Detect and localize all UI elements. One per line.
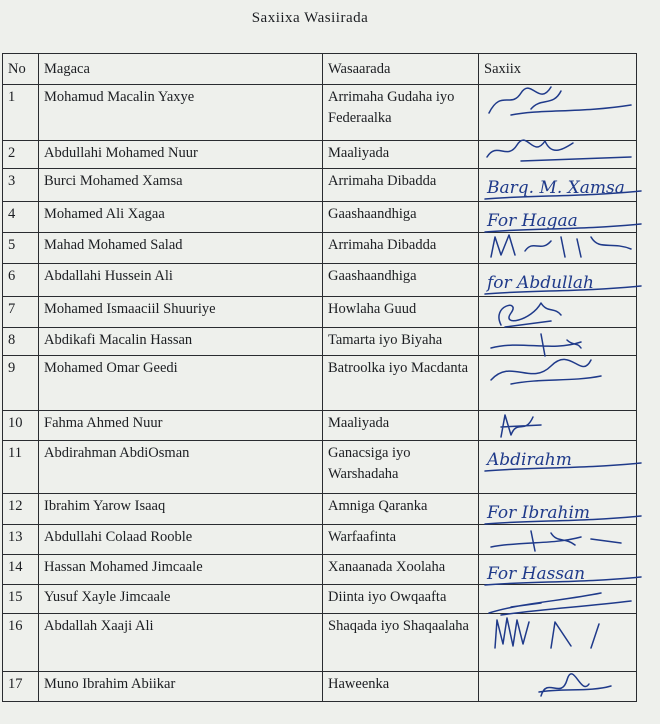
ministry-name: Maaliyada [323,411,479,441]
minister-name: Muno Ibrahim Abiikar [39,672,323,702]
table-row [3,525,637,555]
ministry-name: Warfaafinta [323,525,479,555]
header-signature: Saxiix [479,54,637,85]
row-number: 16 [3,614,39,672]
table-header-row [3,54,637,85]
row-number: 4 [3,202,39,233]
table-row [3,85,637,141]
document-title: Saxiixa Wasiirada [251,10,369,26]
table-row [3,585,637,614]
ministry-name: Arrimaha Gudaha iyo Federaalka [323,85,479,141]
ministry-name: Diinta iyo Owqaafta [323,585,479,614]
ministry-name: Haweenka [323,672,479,702]
row-number: 14 [3,555,39,585]
row-number: 17 [3,672,39,702]
signature-cell [479,85,637,141]
minister-name: Abdallah Xaaji Ali [39,614,323,672]
row-number: 15 [3,585,39,614]
signature-cell [479,356,637,411]
signature-text: Abdirahm [487,450,572,470]
ministry-name: Gaashaandhiga [323,202,479,233]
minister-name: Mohamed Omar Geedi [39,356,323,411]
row-number: 11 [3,441,39,494]
row-number: 5 [3,233,39,264]
signature-cell [479,169,637,202]
table-row [3,169,637,202]
minister-name: Mahad Mohamed Salad [39,233,323,264]
table-row [3,555,637,585]
header-ministry: Wasaarada [323,54,479,85]
signature-cell [479,233,637,264]
ministry-name: Howlaha Guud [323,297,479,328]
minister-name: Burci Mohamed Xamsa [39,169,323,202]
signature-text: For Hassan [487,564,586,584]
signature-cell [479,297,637,328]
table-row [3,141,637,169]
minister-name: Fahma Ahmed Nuur [39,411,323,441]
handwritten-signature [481,608,651,652]
signature-cell [479,411,637,441]
ministry-name: Ganacsiga iyo Warshadaha [323,441,479,494]
table-row [3,494,637,525]
table-row [3,411,637,441]
table-row [3,356,637,411]
handwritten-signature [481,435,651,479]
header-no: No [3,54,39,85]
handwritten-signature [481,258,651,302]
table-row [3,614,637,672]
row-number: 6 [3,264,39,297]
table-row [3,264,637,297]
handwritten-signature [481,350,651,394]
minister-name: Abdirahman AbdiOsman [39,441,323,494]
ministry-name: Amniga Qaranka [323,494,479,525]
ministry-name: Arrimaha Dibadda [323,169,479,202]
minister-name: Hassan Mohamed Jimcaale [39,555,323,585]
ministry-name: Gaashaandhiga [323,264,479,297]
signature-cell [479,614,637,672]
header-name: Magaca [39,54,323,85]
row-number: 12 [3,494,39,525]
signature-cell [479,202,637,233]
table-row [3,202,637,233]
ministry-name: Maaliyada [323,141,479,169]
signature-cell [479,441,637,494]
row-number: 7 [3,297,39,328]
table-row [3,297,637,328]
table-row [3,233,637,264]
minister-name: Mohamed Ali Xagaa [39,202,323,233]
row-number: 8 [3,328,39,356]
row-number: 13 [3,525,39,555]
handwritten-signature [481,79,651,123]
signature-cell [479,585,637,614]
signature-text: For Ibrahim [487,503,590,523]
minister-name: Mohamed Ismaaciil Shuuriye [39,297,323,328]
signature-cell [479,264,637,297]
signature-cell [479,141,637,169]
signature-table [2,53,637,702]
minister-name: Abdullahi Mohamed Nuur [39,141,323,169]
ministry-name: Xanaanada Xoolaha [323,555,479,585]
row-number: 10 [3,411,39,441]
row-number: 2 [3,141,39,169]
minister-name: Abdallahi Hussein Ali [39,264,323,297]
row-number: 1 [3,85,39,141]
minister-name: Mohamud Macalin Yaxye [39,85,323,141]
table-body [3,85,637,702]
signature-text: for Abdullah [487,273,595,293]
ministry-name: Shaqada iyo Shaqaalaha [323,614,479,672]
table-row [3,441,637,494]
ministry-name: Tamarta iyo Biyaha [323,328,479,356]
handwritten-signature [481,666,651,710]
table-row [3,672,637,702]
row-number: 9 [3,356,39,411]
minister-name: Abdullahi Colaad Rooble [39,525,323,555]
minister-name: Ibrahim Yarow Isaaq [39,494,323,525]
signature-cell [479,672,637,702]
row-number: 3 [3,169,39,202]
handwritten-signature [481,163,651,207]
signature-text: For Hagaa [487,211,578,231]
ministry-name: Arrimaha Dibadda [323,233,479,264]
table-row [3,328,637,356]
signature-cell [479,525,637,555]
signature-cell [479,328,637,356]
ministry-name: Batroolka iyo Macdanta [323,356,479,411]
minister-name: Yusuf Xayle Jimcaale [39,585,323,614]
signature-text: Barq. M. Xamsa [487,178,625,198]
signature-cell [479,494,637,525]
signature-cell [479,555,637,585]
minister-name: Abdikafi Macalin Hassan [39,328,323,356]
